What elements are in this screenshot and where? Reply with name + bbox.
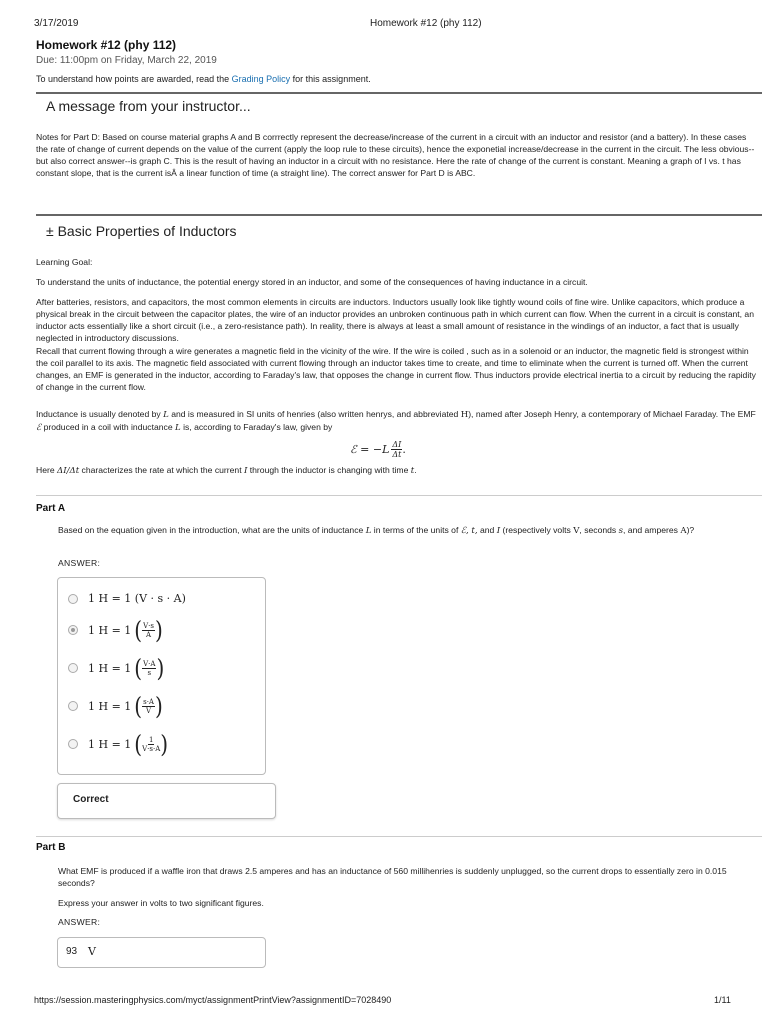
part-a-answer-label: ANSWER:	[58, 558, 101, 568]
instructor-notes: Notes for Part D: Based on course material graphs A and B corrrectly represent the decrease/increase of the current in a circuit with an inductor and resistor (and a battery). In these cases the rate of change of current depends on the value of the current (apply the loop rule to these circuits), hence the exponetial increase/decrease in the current in the circuit. The less obvious--but also correct answer--is graph C. This is the result of having an inductor in a circuit with no resistance. Here the rate of change of the current is constant. Meaning a graph of I vs. t has constant slope, that is the current isÂ a linear function of time (a straight line). The correct answer for Part D is ABC.	[36, 132, 755, 178]
choice-1-label: 1 H = 1 (V · s · A)	[88, 592, 186, 605]
divider	[36, 495, 762, 496]
part-b-answer-label: ANSWER:	[58, 917, 101, 927]
choice-4[interactable]: 1 H = 1 ( $\frac{s\cdot A}{V}$ )	[68, 696, 163, 716]
grading-prefix: To understand how points are awarded, read the	[36, 74, 232, 84]
footer-page-number: 1/11	[714, 995, 731, 1005]
assignment-title: Homework #12 (phy 112)	[36, 38, 177, 52]
part-b-label: Part B	[36, 842, 66, 853]
part-a-question: Based on the equation given in the introduction, what are the units of inductance L in terms of the units of ℰ, t, and I (respectively volts V, seconds s, and amperes A)?	[58, 525, 695, 536]
divider	[36, 214, 762, 216]
part-b-instruction: Express your answer in volts to two significant figures.	[58, 898, 264, 908]
print-date: 3/17/2019	[34, 18, 79, 29]
symbol-H: H	[460, 410, 469, 420]
part-a-label: Part A	[36, 503, 66, 514]
choice-5-fraction: $\frac{1}{V\cdot s\cdot A}$	[142, 735, 161, 753]
print-title: Homework #12 (phy 112)	[370, 18, 482, 29]
radio-button[interactable]	[68, 663, 78, 673]
part-b-answer-unit: V	[88, 945, 96, 958]
faraday-equation: ℰ = −L $\frac{\Delta I}{\Delta t}$ .	[350, 440, 406, 459]
due-date: Due: 11:00pm on Friday, March 22, 2019	[36, 55, 217, 66]
grading-policy-link[interactable]: Grading Policy	[231, 74, 291, 84]
choice-2[interactable]: 1 H = 1 ( $\frac{V\cdot s}{A}$ )	[68, 620, 163, 640]
footer-url: https://session.masteringphysics.com/myct/assignmentPrintView?assignmentID=7028490	[34, 995, 392, 1005]
radio-button[interactable]	[68, 739, 78, 749]
choice-4-fraction: $\frac{s\cdot A}{V}$	[143, 697, 154, 715]
divider	[36, 92, 762, 94]
symbol-L: L	[174, 423, 181, 433]
part-a-choices-box	[57, 577, 266, 775]
equation-lhs: ℰ = −L	[350, 443, 390, 456]
radio-button[interactable]	[68, 594, 78, 604]
radio-button[interactable]	[68, 701, 78, 711]
intro-paragraph-2: Recall that current flowing through a wire generates a magnetic field in the vicinity of the wire. If the wire is coiled , such as in a solenoid or an inductor, the magnetic field is strongest within the coil parallel to its axis. The magnetic field associated with current flowing through an inductor takes time to create, and time to eliminate when the current is turned off. When the current changes, an EMF is generated in the inductor, according to Faraday's law, that opposes the change in current flow. Thus inductors provide electrical inertia to a circuit by reducing the rapidity of change in the current flow.	[36, 346, 756, 392]
instructor-message-heading: A message from your instructor...	[46, 98, 251, 114]
part-b-answer-value: 93	[66, 946, 78, 957]
radio-button-selected[interactable]	[68, 625, 78, 635]
grading-suffix: for this assignment.	[290, 74, 371, 84]
intro-paragraph-1: After batteries, resistors, and capacitors, the most common elements in circuits are inductors. Inductors usually look like tightly wound coils of fine wire. Unlike capacitors, which produce a physical break in the circuit between the capacitor plates, the wire of an inductor provides an unbroken continuous path in which current can flow. When the current in a circuit is constant, an inductor acts essentially like a short circuit (i.e., a zero-resistance path). In reality, there is always at least a small amount of resistance in the windings of an inductor, a fact that is usually neglected in introductory discussions.	[36, 297, 754, 343]
part-a-feedback-box	[57, 783, 276, 819]
intro-paragraph-3: Inductance is usually denoted by L and is measured in SI units of henries (also written henrys, and abbreviated H), named after Joseph Henry, a contemporary of Michael Faraday. The EMF ℰ produced in a coil with inductance L is, according to Faraday's law, given by	[36, 409, 756, 433]
choice-2-fraction: $\frac{V\cdot s}{A}$	[143, 621, 154, 639]
symbol-L: L	[163, 410, 169, 420]
part-b-question: What EMF is produced if a waffle iron that draws 2.5 amperes and has an inductance of 560 millihenries is suddenly unplugged, so the current drops to essentially zero in 0.015 seconds?	[58, 866, 727, 888]
divider	[36, 836, 762, 837]
problem-heading: ± Basic Properties of Inductors	[46, 223, 237, 239]
correct-feedback: Correct	[73, 794, 109, 805]
part-b-answer-box[interactable]	[57, 937, 266, 968]
choice-5[interactable]: 1 H = 1 ( $\frac{1}{V\cdot s\cdot A}$ )	[68, 734, 168, 754]
choice-1[interactable]	[68, 592, 186, 605]
learning-goal: To understand the units of inductance, the potential energy stored in an inductor, and some of the consequences of having inductance in a circuit.	[36, 277, 588, 287]
equation-fraction: $\frac{\Delta I}{\Delta t}$	[392, 440, 402, 459]
choice-3[interactable]: 1 H = 1 ( $\frac{V\cdot A}{s}$ )	[68, 658, 164, 678]
rate-explanation: Here ΔI/Δt characterizes the rate at which the current I through the inductor is changing with time t.	[36, 465, 417, 476]
choice-3-fraction: $\frac{V\cdot A}{s}$	[143, 659, 156, 677]
grading-policy-line	[36, 74, 371, 84]
symbol-emf: ℰ	[36, 423, 42, 433]
learning-goal-label: Learning Goal:	[36, 257, 93, 267]
